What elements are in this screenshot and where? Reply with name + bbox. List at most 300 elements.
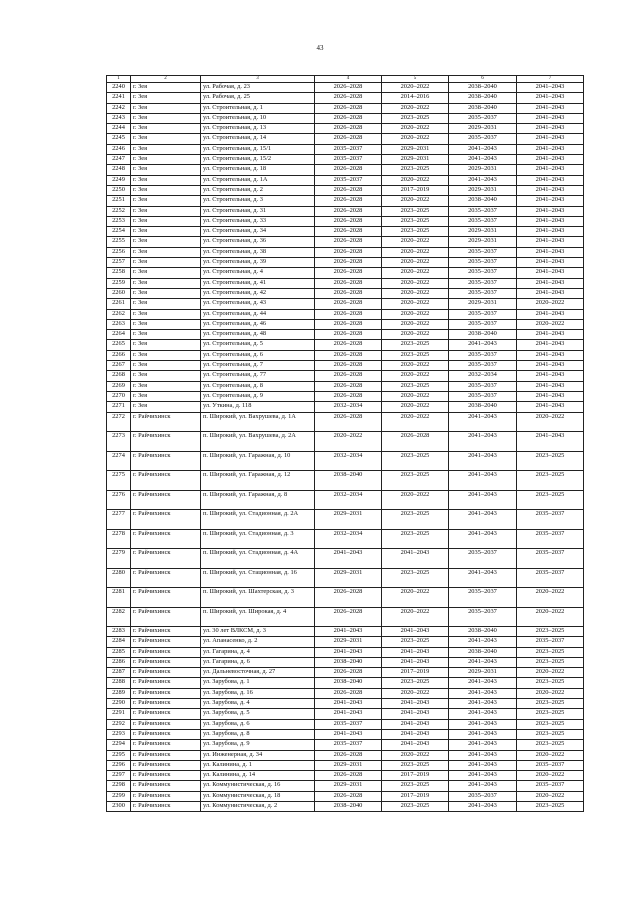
column-number-6: 6	[449, 76, 517, 83]
row-number: 2264	[107, 330, 131, 340]
period-col-7: 2020–2022	[517, 588, 584, 608]
period-col-5: 2020–2022	[382, 83, 449, 93]
address: ул. Строительная, д. 18	[201, 165, 315, 175]
table-row	[107, 668, 584, 678]
period-col-6: 2038–2040	[449, 402, 517, 412]
period-col-6: 2035–2037	[449, 113, 517, 123]
period-col-7: 2023–2025	[517, 627, 584, 637]
row-number: 2240	[107, 83, 131, 93]
period-col-4: 2026–2028	[315, 771, 382, 781]
address: ул. Зарубова, д. 16	[201, 688, 315, 698]
period-col-6: 2041–2043	[449, 510, 517, 530]
period-col-6: 2041–2043	[449, 688, 517, 698]
row-number: 2293	[107, 729, 131, 739]
period-col-7: 2035–2037	[517, 568, 584, 588]
address: ул. Строительная, д. 77	[201, 371, 315, 381]
row-number: 2267	[107, 361, 131, 371]
period-col-7: 2020–2022	[517, 771, 584, 781]
address: п. Широкий, ул. Стадионная, д. 4А	[201, 549, 315, 569]
period-col-5: 2020–2022	[382, 196, 449, 206]
period-col-4: 2035–2037	[315, 144, 382, 154]
table-row	[107, 750, 584, 760]
locality: г. Райчихинск	[131, 588, 201, 608]
address: ул. Строительная, д. 43	[201, 299, 315, 309]
period-col-6: 2035–2037	[449, 258, 517, 268]
address: ул. Рабочая, д. 23	[201, 83, 315, 93]
locality: г. Зея	[131, 165, 201, 175]
locality: г. Зея	[131, 319, 201, 329]
period-col-6: 2041–2043	[449, 750, 517, 760]
period-col-5: 2020–2022	[382, 268, 449, 278]
period-col-5: 2023–2025	[382, 165, 449, 175]
locality: г. Зея	[131, 278, 201, 288]
row-number: 2290	[107, 699, 131, 709]
locality: г. Зея	[131, 350, 201, 360]
period-col-6: 2032–2034	[449, 371, 517, 381]
table-row	[107, 510, 584, 530]
row-number: 2271	[107, 402, 131, 412]
period-col-7: 2041–2043	[517, 361, 584, 371]
address: ул. Зарубова, д. 8	[201, 729, 315, 739]
column-number-2: 2	[131, 76, 201, 83]
locality: г. Зея	[131, 258, 201, 268]
locality: г. Зея	[131, 371, 201, 381]
row-number: 2294	[107, 740, 131, 750]
locality: г. Зея	[131, 330, 201, 340]
period-col-6: 2035–2037	[449, 247, 517, 257]
period-col-6: 2035–2037	[449, 206, 517, 216]
table-row	[107, 647, 584, 657]
table-row	[107, 319, 584, 329]
period-col-5: 2017–2019	[382, 668, 449, 678]
row-number: 2291	[107, 709, 131, 719]
table-row	[107, 288, 584, 298]
period-col-5: 2020–2022	[382, 258, 449, 268]
address: ул. Строительная, д. 15/2	[201, 155, 315, 165]
period-col-7: 2023–2025	[517, 678, 584, 688]
period-col-4: 2026–2028	[315, 319, 382, 329]
period-col-7: 2041–2043	[517, 309, 584, 319]
row-number: 2270	[107, 391, 131, 401]
period-col-7: 2041–2043	[517, 237, 584, 247]
period-col-5: 2020–2022	[382, 361, 449, 371]
period-col-6: 2029–2031	[449, 299, 517, 309]
address: ул. Строительная, д. 42	[201, 288, 315, 298]
period-col-7: 2035–2037	[517, 510, 584, 530]
address: ул. Гагарина, д. 4	[201, 647, 315, 657]
period-col-6: 2035–2037	[449, 791, 517, 801]
row-number: 2269	[107, 381, 131, 391]
address: ул. Инженерная, д. 34	[201, 750, 315, 760]
period-col-7: 2020–2022	[517, 688, 584, 698]
address: ул. Дальневосточная, д. 27	[201, 668, 315, 678]
period-col-5: 2041–2043	[382, 719, 449, 729]
table-row	[107, 155, 584, 165]
period-col-6: 2038–2040	[449, 103, 517, 113]
period-col-7: 2020–2022	[517, 791, 584, 801]
period-col-5: 2041–2043	[382, 627, 449, 637]
address: ул. Строительная, д. 39	[201, 258, 315, 268]
period-col-4: 2041–2043	[315, 647, 382, 657]
address: ул. Коммунистическая, д. 16	[201, 781, 315, 791]
locality: г. Зея	[131, 103, 201, 113]
period-col-5: 2023–2025	[382, 781, 449, 791]
row-number: 2268	[107, 371, 131, 381]
table-row	[107, 760, 584, 770]
locality: г. Райчихинск	[131, 729, 201, 739]
period-col-7: 2041–2043	[517, 83, 584, 93]
table-row	[107, 802, 584, 812]
locality: г. Райчихинск	[131, 549, 201, 569]
row-number: 2288	[107, 678, 131, 688]
row-number: 2295	[107, 750, 131, 760]
period-col-4: 2026–2028	[315, 165, 382, 175]
locality: г. Райчихинск	[131, 760, 201, 770]
row-number: 2241	[107, 93, 131, 103]
period-col-5: 2029–2031	[382, 155, 449, 165]
period-col-6: 2041–2043	[449, 340, 517, 350]
locality: г. Райчихинск	[131, 637, 201, 647]
period-col-5: 2026–2028	[382, 432, 449, 452]
table-row	[107, 350, 584, 360]
period-col-5: 2023–2025	[382, 206, 449, 216]
table-row	[107, 165, 584, 175]
locality: г. Зея	[131, 268, 201, 278]
period-col-7: 2041–2043	[517, 196, 584, 206]
address: ул. Апанасенко, д. 2	[201, 637, 315, 647]
table-row	[107, 451, 584, 471]
period-col-7: 2041–2043	[517, 278, 584, 288]
table-row	[107, 113, 584, 123]
locality: г. Райчихинск	[131, 568, 201, 588]
page-number: 43	[316, 44, 324, 52]
locality: г. Райчихинск	[131, 699, 201, 709]
locality: г. Райчихинск	[131, 529, 201, 549]
period-col-4: 2041–2043	[315, 549, 382, 569]
table-row	[107, 688, 584, 698]
locality: г. Зея	[131, 288, 201, 298]
period-col-5: 2023–2025	[382, 451, 449, 471]
row-number: 2256	[107, 247, 131, 257]
period-col-5: 2014–2016	[382, 93, 449, 103]
locality: г. Зея	[131, 227, 201, 237]
table-row	[107, 678, 584, 688]
table-row	[107, 124, 584, 134]
locality: г. Зея	[131, 185, 201, 195]
period-col-4: 2035–2037	[315, 719, 382, 729]
row-number: 2249	[107, 175, 131, 185]
row-number: 2286	[107, 657, 131, 667]
period-col-4: 2041–2043	[315, 699, 382, 709]
address: ул. Уткина, д. 118	[201, 402, 315, 412]
period-col-6: 2041–2043	[449, 657, 517, 667]
locality: г. Зея	[131, 175, 201, 185]
address: п. Широкий, ул. Стационная, д. 16	[201, 568, 315, 588]
period-col-7: 2041–2043	[517, 175, 584, 185]
period-col-6: 2041–2043	[449, 781, 517, 791]
table-row	[107, 549, 584, 569]
period-col-5: 2023–2025	[382, 381, 449, 391]
period-col-7: 2041–2043	[517, 402, 584, 412]
period-col-5: 2020–2022	[382, 124, 449, 134]
period-col-4: 2026–2028	[315, 268, 382, 278]
table-row	[107, 432, 584, 452]
address: ул. Строительная, д. 15/1	[201, 144, 315, 154]
table-row	[107, 185, 584, 195]
table-row	[107, 144, 584, 154]
locality: г. Райчихинск	[131, 510, 201, 530]
address: ул. Строительная, д. 6	[201, 350, 315, 360]
table-row	[107, 93, 584, 103]
row-number: 2258	[107, 268, 131, 278]
period-col-7: 2023–2025	[517, 802, 584, 812]
period-col-6: 2035–2037	[449, 278, 517, 288]
period-col-5: 2023–2025	[382, 471, 449, 491]
table-row	[107, 568, 584, 588]
locality: г. Райчихинск	[131, 781, 201, 791]
address: п. Широкий, ул. Гаражная, д. 12	[201, 471, 315, 491]
period-col-5: 2020–2022	[382, 319, 449, 329]
table-row	[107, 299, 584, 309]
period-col-5: 2020–2022	[382, 412, 449, 432]
period-col-4: 2026–2028	[315, 381, 382, 391]
period-col-6: 2041–2043	[449, 719, 517, 729]
row-number: 2244	[107, 124, 131, 134]
period-col-5: 2020–2022	[382, 299, 449, 309]
address: ул. Зарубова, д. 4	[201, 699, 315, 709]
period-col-5: 2017–2019	[382, 185, 449, 195]
address: ул. Коммунистическая, д. 2	[201, 802, 315, 812]
locality: г. Зея	[131, 309, 201, 319]
period-col-6: 2035–2037	[449, 549, 517, 569]
period-col-5: 2023–2025	[382, 760, 449, 770]
period-col-4: 2029–2031	[315, 781, 382, 791]
locality: г. Райчихинск	[131, 771, 201, 781]
locality: г. Зея	[131, 155, 201, 165]
table-row	[107, 381, 584, 391]
period-col-5: 2023–2025	[382, 350, 449, 360]
row-number: 2263	[107, 319, 131, 329]
period-col-7: 2035–2037	[517, 781, 584, 791]
row-number: 2280	[107, 568, 131, 588]
table-row	[107, 227, 584, 237]
address: ул. Гагарина, д. 6	[201, 657, 315, 667]
address: ул. Зарубова, д. 9	[201, 740, 315, 750]
table-row	[107, 781, 584, 791]
period-col-6: 2041–2043	[449, 699, 517, 709]
period-col-5: 2020–2022	[382, 103, 449, 113]
period-col-5: 2023–2025	[382, 568, 449, 588]
period-col-4: 2032–2034	[315, 529, 382, 549]
address: ул. Строительная, д. 2	[201, 185, 315, 195]
row-number: 2248	[107, 165, 131, 175]
row-number: 2243	[107, 113, 131, 123]
locality: г. Зея	[131, 124, 201, 134]
locality: г. Райчихинск	[131, 791, 201, 801]
table-row	[107, 607, 584, 627]
period-col-6: 2035–2037	[449, 288, 517, 298]
period-col-5: 2020–2022	[382, 391, 449, 401]
period-col-4: 2026–2028	[315, 688, 382, 698]
locality: г. Райчихинск	[131, 627, 201, 637]
locality: г. Райчихинск	[131, 432, 201, 452]
column-number-7: 7	[517, 76, 584, 83]
period-col-6: 2035–2037	[449, 350, 517, 360]
period-col-4: 2038–2040	[315, 657, 382, 667]
period-col-4: 2026–2028	[315, 113, 382, 123]
period-col-5: 2020–2022	[382, 134, 449, 144]
period-col-6: 2029–2031	[449, 124, 517, 134]
row-number: 2292	[107, 719, 131, 729]
period-col-4: 2026–2028	[315, 350, 382, 360]
table-row	[107, 340, 584, 350]
period-col-6: 2041–2043	[449, 490, 517, 510]
period-col-7: 2023–2025	[517, 740, 584, 750]
period-col-4: 2026–2028	[315, 227, 382, 237]
period-col-6: 2041–2043	[449, 568, 517, 588]
period-col-5: 2020–2022	[382, 588, 449, 608]
row-number: 2284	[107, 637, 131, 647]
table-row	[107, 309, 584, 319]
period-col-4: 2026–2028	[315, 791, 382, 801]
row-number: 2281	[107, 588, 131, 608]
period-col-7: 2035–2037	[517, 760, 584, 770]
row-number: 2265	[107, 340, 131, 350]
period-col-4: 2026–2028	[315, 258, 382, 268]
table-row	[107, 402, 584, 412]
locality: г. Зея	[131, 237, 201, 247]
period-col-7: 2041–2043	[517, 134, 584, 144]
address: ул. Строительная, д. 7	[201, 361, 315, 371]
period-col-7: 2041–2043	[517, 227, 584, 237]
table-row	[107, 627, 584, 637]
period-col-4: 2026–2028	[315, 607, 382, 627]
period-col-7: 2020–2022	[517, 607, 584, 627]
period-col-5: 2020–2022	[382, 247, 449, 257]
address: п. Широкий, ул. Вахрушева, д. 2А	[201, 432, 315, 452]
period-col-4: 2026–2028	[315, 216, 382, 226]
period-col-6: 2041–2043	[449, 432, 517, 452]
period-col-6: 2041–2043	[449, 451, 517, 471]
address: п. Широкий, ул. Стадионная, д. 2А	[201, 510, 315, 530]
period-col-5: 2023–2025	[382, 529, 449, 549]
period-col-4: 2026–2028	[315, 340, 382, 350]
table-row	[107, 719, 584, 729]
locality: г. Зея	[131, 299, 201, 309]
period-col-4: 2026–2028	[315, 309, 382, 319]
period-col-5: 2020–2022	[382, 490, 449, 510]
period-col-6: 2035–2037	[449, 216, 517, 226]
row-number: 2262	[107, 309, 131, 319]
address: ул. Строительная, д. 48	[201, 330, 315, 340]
row-number: 2261	[107, 299, 131, 309]
table-row	[107, 268, 584, 278]
row-number: 2259	[107, 278, 131, 288]
row-number: 2298	[107, 781, 131, 791]
locality: г. Зея	[131, 381, 201, 391]
period-col-5: 2020–2022	[382, 309, 449, 319]
locality: г. Райчихинск	[131, 647, 201, 657]
period-col-6: 2029–2031	[449, 668, 517, 678]
row-number: 2277	[107, 510, 131, 530]
period-col-5: 2020–2022	[382, 371, 449, 381]
period-col-7: 2041–2043	[517, 247, 584, 257]
period-col-7: 2041–2043	[517, 391, 584, 401]
period-col-7: 2020–2022	[517, 412, 584, 432]
table-row	[107, 657, 584, 667]
period-col-4: 2038–2040	[315, 471, 382, 491]
row-number: 2278	[107, 529, 131, 549]
period-col-5: 2023–2025	[382, 113, 449, 123]
period-col-6: 2041–2043	[449, 760, 517, 770]
period-col-4: 2026–2028	[315, 391, 382, 401]
period-col-4: 2035–2037	[315, 740, 382, 750]
period-col-4: 2032–2034	[315, 402, 382, 412]
period-col-4: 2020–2022	[315, 432, 382, 452]
locality: г. Райчихинск	[131, 802, 201, 812]
period-col-6: 2041–2043	[449, 771, 517, 781]
address: ул. Калинина, д. 1	[201, 760, 315, 770]
period-col-6: 2029–2031	[449, 165, 517, 175]
table-row	[107, 729, 584, 739]
period-col-7: 2020–2022	[517, 319, 584, 329]
address: ул. Зарубова, д. 1	[201, 678, 315, 688]
period-col-6: 2035–2037	[449, 268, 517, 278]
row-number: 2287	[107, 668, 131, 678]
period-col-7: 2020–2022	[517, 668, 584, 678]
period-col-7: 2041–2043	[517, 268, 584, 278]
address: ул. Строительная, д. 31	[201, 206, 315, 216]
locality: г. Зея	[131, 402, 201, 412]
period-col-4: 2029–2031	[315, 568, 382, 588]
period-col-5: 2020–2022	[382, 607, 449, 627]
period-col-5: 2020–2022	[382, 237, 449, 247]
row-number: 2276	[107, 490, 131, 510]
table-row	[107, 471, 584, 491]
table-row	[107, 247, 584, 257]
period-col-4: 2041–2043	[315, 709, 382, 719]
period-col-7: 2041–2043	[517, 185, 584, 195]
address: ул. Строительная, д. 13	[201, 124, 315, 134]
period-col-7: 2041–2043	[517, 103, 584, 113]
period-col-6: 2041–2043	[449, 637, 517, 647]
table-row	[107, 699, 584, 709]
period-col-4: 2029–2031	[315, 760, 382, 770]
period-col-6: 2038–2040	[449, 83, 517, 93]
address: ул. Строительная, д. 36	[201, 237, 315, 247]
table-row	[107, 490, 584, 510]
period-col-4: 2026–2028	[315, 196, 382, 206]
locality: г. Райчихинск	[131, 607, 201, 627]
period-col-7: 2041–2043	[517, 381, 584, 391]
period-col-6: 2041–2043	[449, 709, 517, 719]
period-col-6: 2029–2031	[449, 185, 517, 195]
period-col-5: 2020–2022	[382, 688, 449, 698]
table-row	[107, 134, 584, 144]
period-col-7: 2035–2037	[517, 637, 584, 647]
period-col-4: 2026–2028	[315, 588, 382, 608]
period-col-7: 2041–2043	[517, 144, 584, 154]
locality: г. Зея	[131, 196, 201, 206]
period-col-7: 2035–2037	[517, 549, 584, 569]
locality: г. Зея	[131, 134, 201, 144]
period-col-4: 2038–2040	[315, 802, 382, 812]
row-number: 2246	[107, 144, 131, 154]
period-col-7: 2023–2025	[517, 729, 584, 739]
period-col-5: 2041–2043	[382, 549, 449, 569]
table-row	[107, 361, 584, 371]
period-col-4: 2026–2028	[315, 299, 382, 309]
